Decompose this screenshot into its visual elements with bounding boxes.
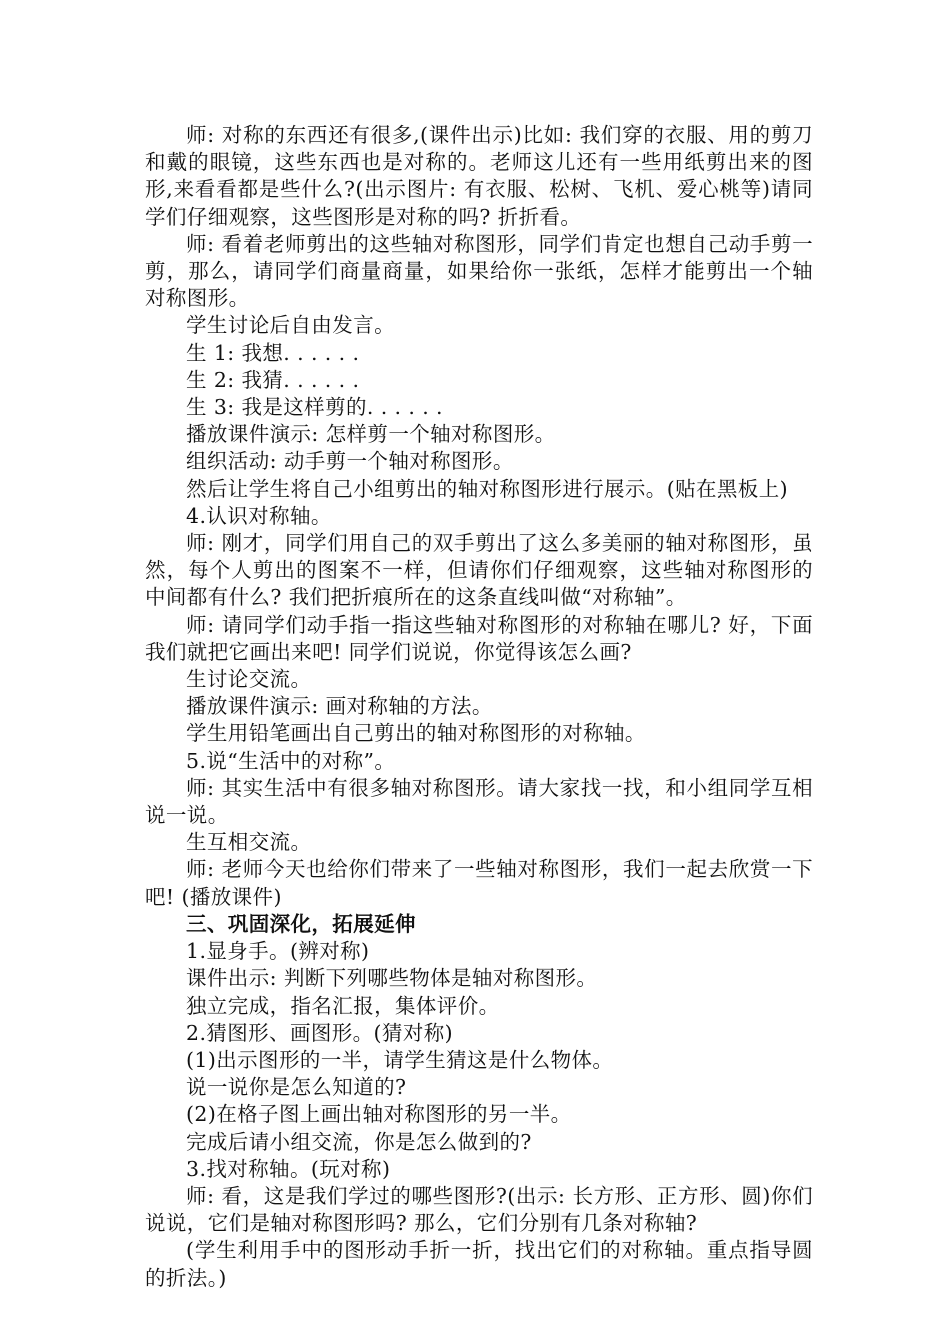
paragraph: 生 1: 我想. . . . . . — [186, 340, 360, 365]
paragraph: 独立完成，指名汇报，集体评价。 — [186, 993, 500, 1018]
paragraph: 组织活动: 动手剪一个轴对称图形。 — [186, 449, 514, 474]
paragraph: 师: 其实生活中有很多轴对称图形。请大家找一找，和小组同学互相说一说。 — [145, 775, 813, 828]
paragraph: 师: 对称的东西还有很多,(课件出示)比如: 我们穿的衣服、用的剪刀和戴的眼镜，这些东西也是对称的。老师这儿还有一些用纸剪出来的图形,来看看都是些什么?(出示图片: 有衣服、松树、飞机、爱心桃等)请同学们仔细观察，这些图形是对称的吗? 折折看。 — [145, 123, 813, 229]
paragraph: 完成后请小组交流，你是怎么做到的? — [186, 1129, 532, 1154]
paragraph: 师: 刚才，同学们用自己的双手剪出了这么多美丽的轴对称图形，虽然，每个人剪出的图案不一样，但请你们仔细观察，这些轴对称图形的中间都有什么? 我们把折痕所在的这条直线叫做“对称轴”。 — [145, 531, 813, 610]
paragraph: 课件出示: 判断下列哪些物体是轴对称图形。 — [186, 966, 598, 991]
paragraph: (1)出示图形的一半，请学生猜这是什么物体。 — [186, 1047, 614, 1072]
paragraph: (学生利用手中的图形动手折一折，找出它们的对称轴。重点指导圆的折法。) — [145, 1238, 813, 1290]
paragraph: 生 2: 我猜. . . . . . — [186, 367, 360, 392]
paragraph: 学生讨论后自由发言。 — [186, 313, 395, 338]
paragraph: (2)在格子图上画出轴对称图形的另一半。 — [186, 1102, 572, 1127]
section-item-title: 3.找对称轴。(玩对称) — [186, 1156, 391, 1181]
section-item-title: 2.猜图形、画图形。(猜对称) — [186, 1020, 454, 1045]
paragraph: 生 3: 我是这样剪的. . . . . . — [186, 395, 443, 420]
section-heading: 三、巩固深化，拓展延伸 — [186, 911, 416, 936]
paragraph: 生互相交流。 — [186, 830, 312, 855]
section-item-title: 5.说“生活中的对称”。 — [186, 748, 396, 773]
paragraph: 播放课件演示: 怎样剪一个轴对称图形。 — [186, 422, 556, 447]
paragraph: 师: 看，这是我们学过的哪些图形?(出示: 长方形、正方形、圆)你们说说，它们是轴对称图形吗? 那么，它们分别有几条对称轴? — [145, 1183, 813, 1236]
paragraph: 播放课件演示: 画对称轴的方法。 — [186, 694, 493, 719]
paragraph: 师: 看着老师剪出的这些轴对称图形，同学们肯定也想自己动手剪一剪，那么，请同学们商量商量，如果给你一张纸，怎样才能剪出一个轴对称图形。 — [145, 231, 813, 311]
paragraph: 说一说你是怎么知道的? — [186, 1075, 407, 1100]
paragraph: 师: 请同学们动手指一指这些轴对称图形的对称轴在哪儿? 好，下面我们就把它画出来吧! 同学们说说，你觉得该怎么画? — [145, 612, 813, 664]
document-body — [145, 122, 813, 1292]
section-item-title: 4.认识对称轴。 — [186, 503, 332, 528]
paragraph: 师: 老师今天也给你们带来了一些轴对称图形，我们一起去欣赏一下吧! (播放课件) — [145, 857, 813, 909]
section-item-title: 1.显身手。(辨对称) — [186, 939, 370, 964]
paragraph: 然后让学生将自己小组剪出的轴对称图形进行展示。(贴在黑板上) — [186, 476, 788, 501]
paragraph: 生讨论交流。 — [186, 667, 312, 692]
paragraph: 学生用铅笔画出自己剪出的轴对称图形的对称轴。 — [186, 721, 646, 746]
